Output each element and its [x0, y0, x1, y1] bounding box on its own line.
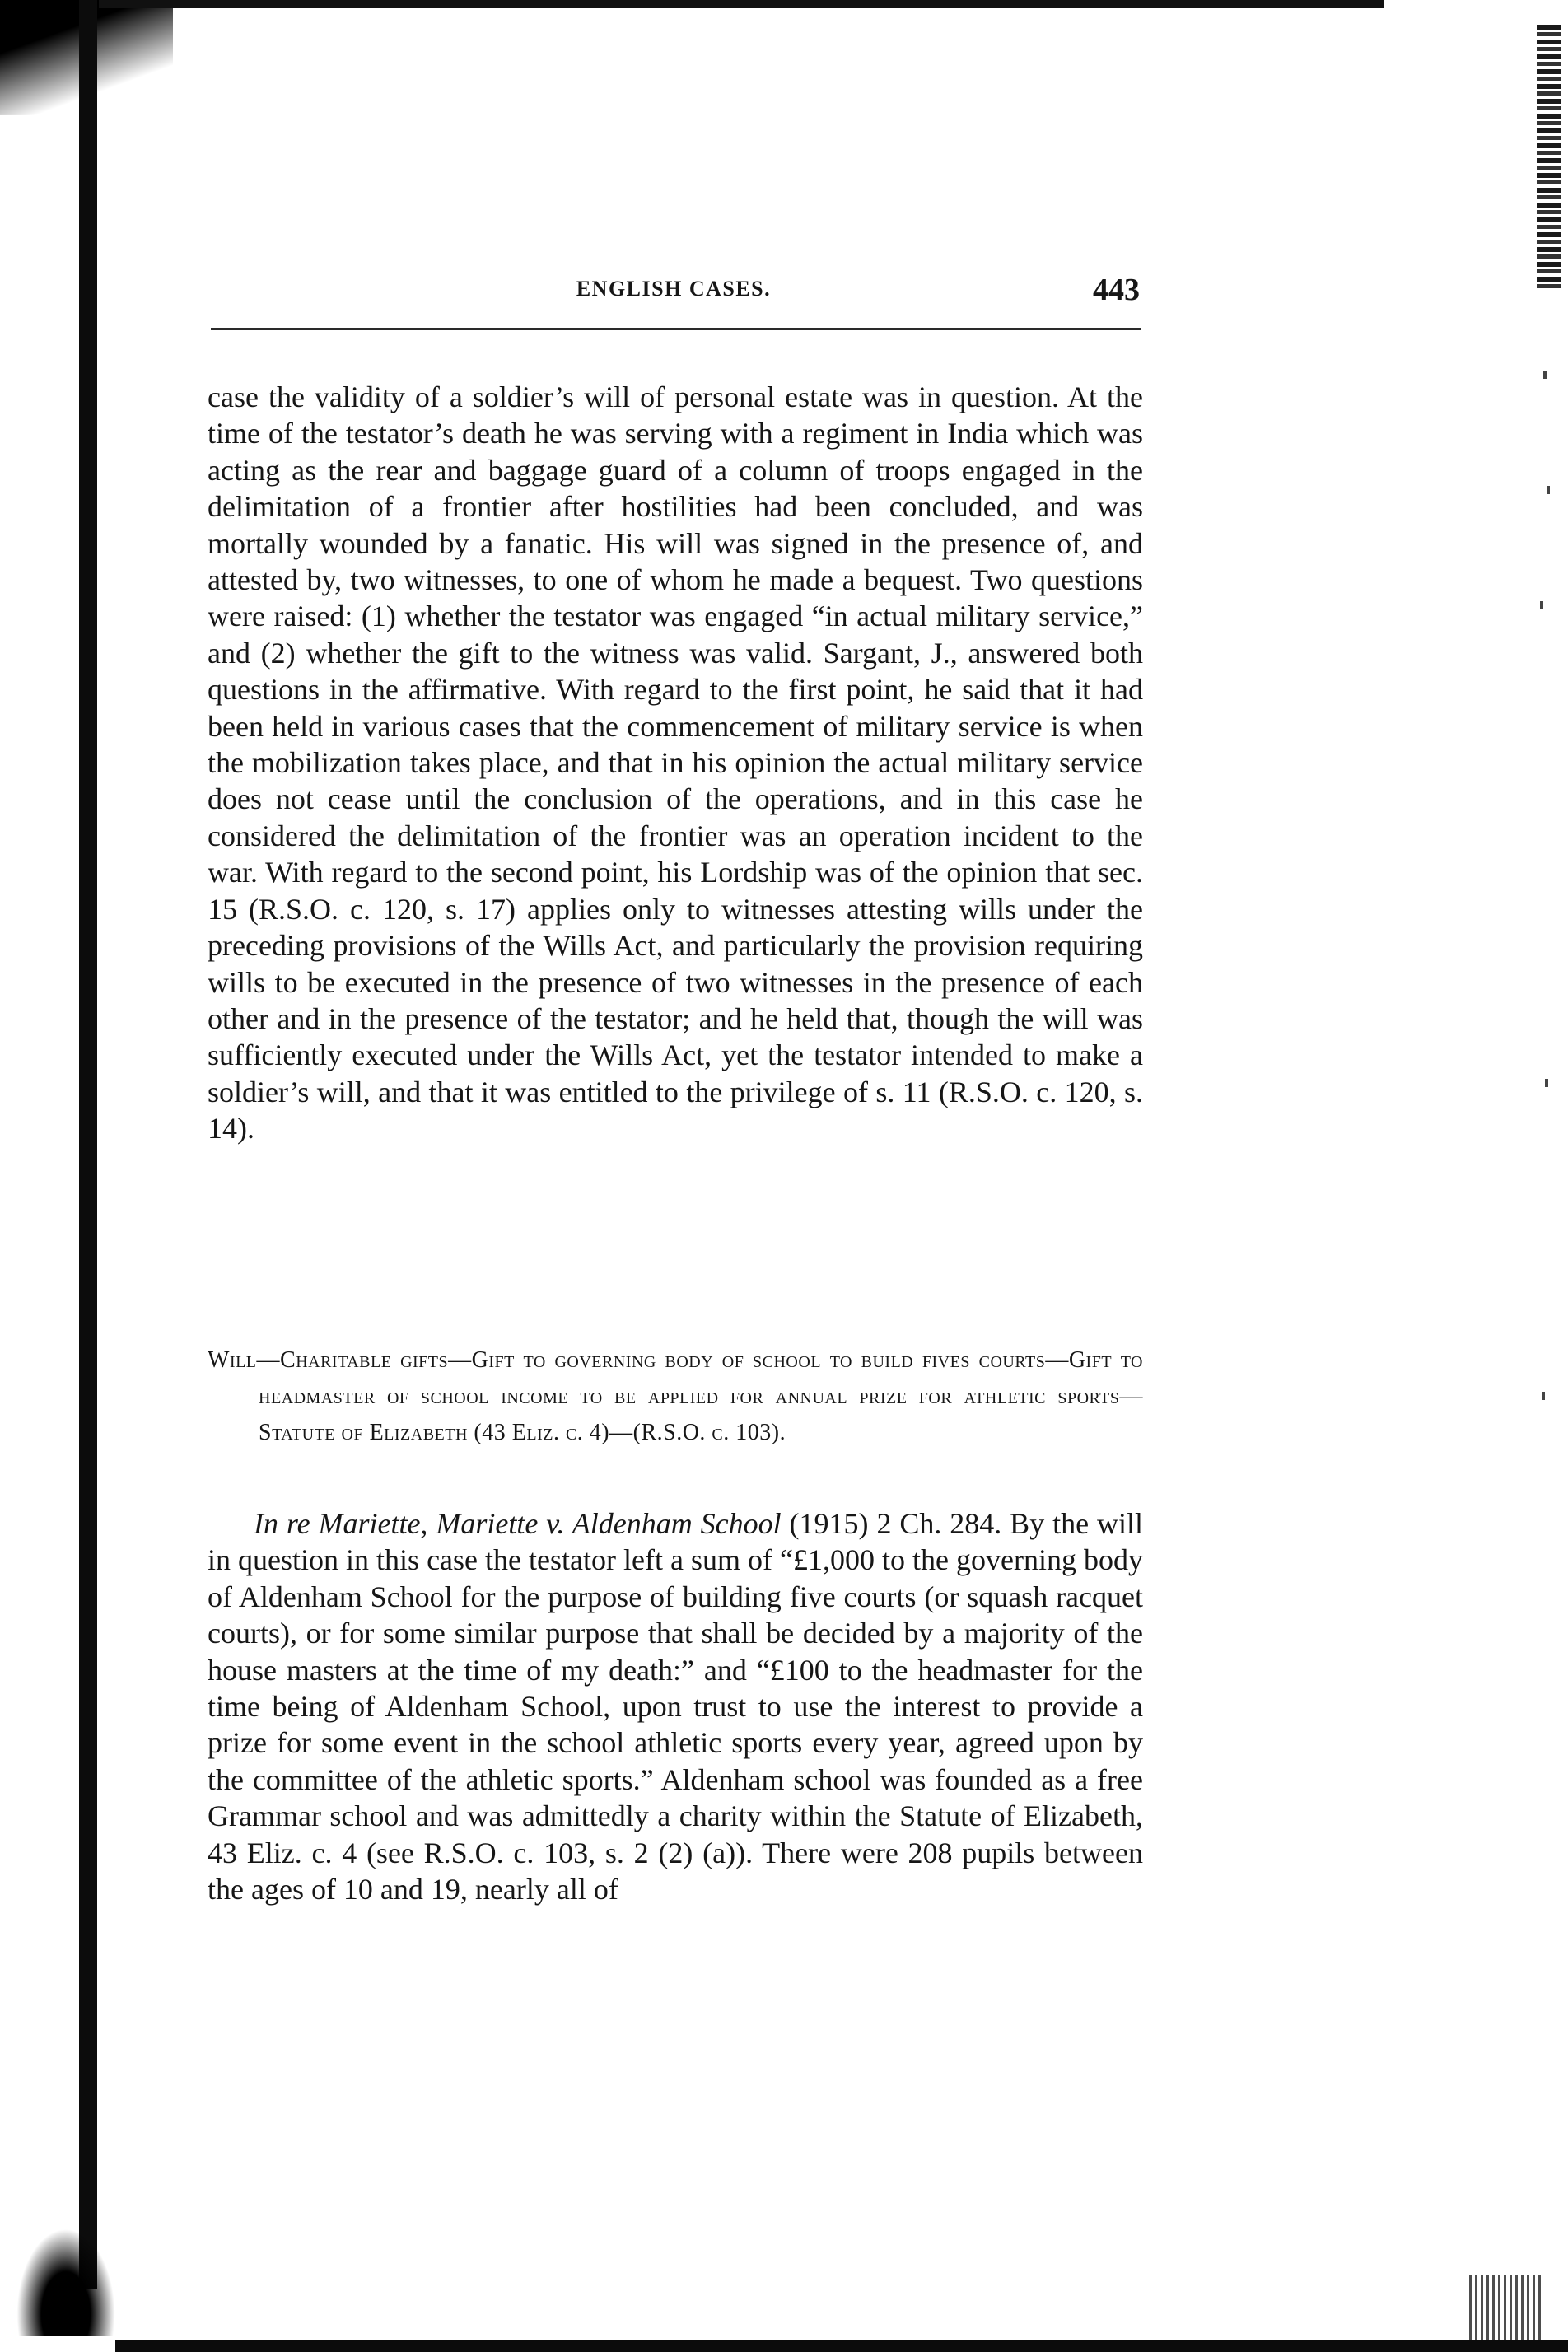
scan-bottom-right-smudge: [1469, 2275, 1543, 2340]
scan-bottom-edge: [115, 2340, 1568, 2352]
case-paragraph: [208, 1505, 1143, 1907]
scan-speck: [1543, 371, 1547, 379]
scan-left-edge: [0, 0, 109, 2352]
paragraph-text: case the validity of a soldier’s will of personal estate was in question. At the time of the testator’s death he was serving with a regiment in India which was acting as the rear and baggage guard of a column of troops engaged in the delimitation of a frontier after hostilities had been concluded, and was mortally wounded by a fanatic. His will was signed in the presence of, and attested by, two witnesses, to one of whom he made a bequest. Two questions were raised: (1) whether the testator was engaged “in actual military service,” and (2) whether the gift to the witness was valid. Sargant, J., answered both questions in the affirmative. With regard to the first point, he said that it had been held in various cases that the commencement of military service is when the mobilization takes place, and that in his opinion the actual military service does not cease until the conclusion of the operations, and in this case he considered the delimitation of the frontier was an operation incident to the war. With regard to the second point, his Lordship was of the opinion that sec. 15 (R.S.O. c. 120, s. 17) applies only to witnesses attesting wills under the preceding provisions of the Wills Act, and particularly the provision requiring wills to be executed in the presence of two witnesses in the presence of each other and in the presence of the testator; and he held that, though the will was sufficiently executed under the Wills Act, yet the testator intended to make a soldier’s will, and that it was entitled to the privilege of s. 11 (R.S.O. c. 120, s. 14).: [208, 380, 1143, 1146]
case-paragraph-text: (1915) 2 Ch. 284. By the will in question in this case the testator left a sum of “£1,000 to the governing body of Aldenham School for the purpose of building five courts (or squash racquet courts), or for some similar purpose that shall be decided by a majority of the house masters at the time of my death:” and “£100 to the headmaster for the time being of Aldenham School, upon trust to use the interest to provide a prize for some event in the school athletic sports every year, agreed upon by the committee of the athletic sports.” Aldenham school was founded as a free Grammar school and was admittedly a charity within the Statute of Elizabeth, 43 Eliz. c. 4 (see R.S.O. c. 103, s. 2 (2) (a)). There were 208 pupils between the ages of 10 and 19, nearly all of: [208, 1507, 1144, 1906]
scan-speck: [1545, 1079, 1548, 1087]
header-rule: [211, 328, 1141, 330]
scan-right-band: [1537, 25, 1561, 288]
scan-binding-bar: [79, 0, 97, 2289]
case-citation: In re Mariette, Mariette v. Aldenham School: [254, 1507, 782, 1540]
scan-speck: [1540, 601, 1543, 609]
paragraph-continued: [208, 379, 1143, 1147]
running-head: [208, 273, 1140, 316]
scan-top-edge: [99, 0, 1384, 8]
scan-right-edge: [1519, 25, 1568, 2352]
scan-speck: [1547, 486, 1550, 494]
case-heading: [208, 1342, 1143, 1451]
running-title: ENGLISH CASES.: [576, 277, 772, 301]
scan-speck: [1542, 1392, 1545, 1400]
scan-bottom-shadow: [16, 2228, 115, 2336]
case-heading-text: Will—Charitable gifts—Gift to governing body of school to build fives courts—Gift to headmaster of school income to be applied for annual prize for athletic sports—Statute of Elizabeth (43 Eliz. c. 4)—(R.S.O. c. 103).: [208, 1347, 1143, 1445]
case-paragraph-body: [208, 1505, 1143, 1907]
page-number: 443: [1093, 273, 1140, 307]
